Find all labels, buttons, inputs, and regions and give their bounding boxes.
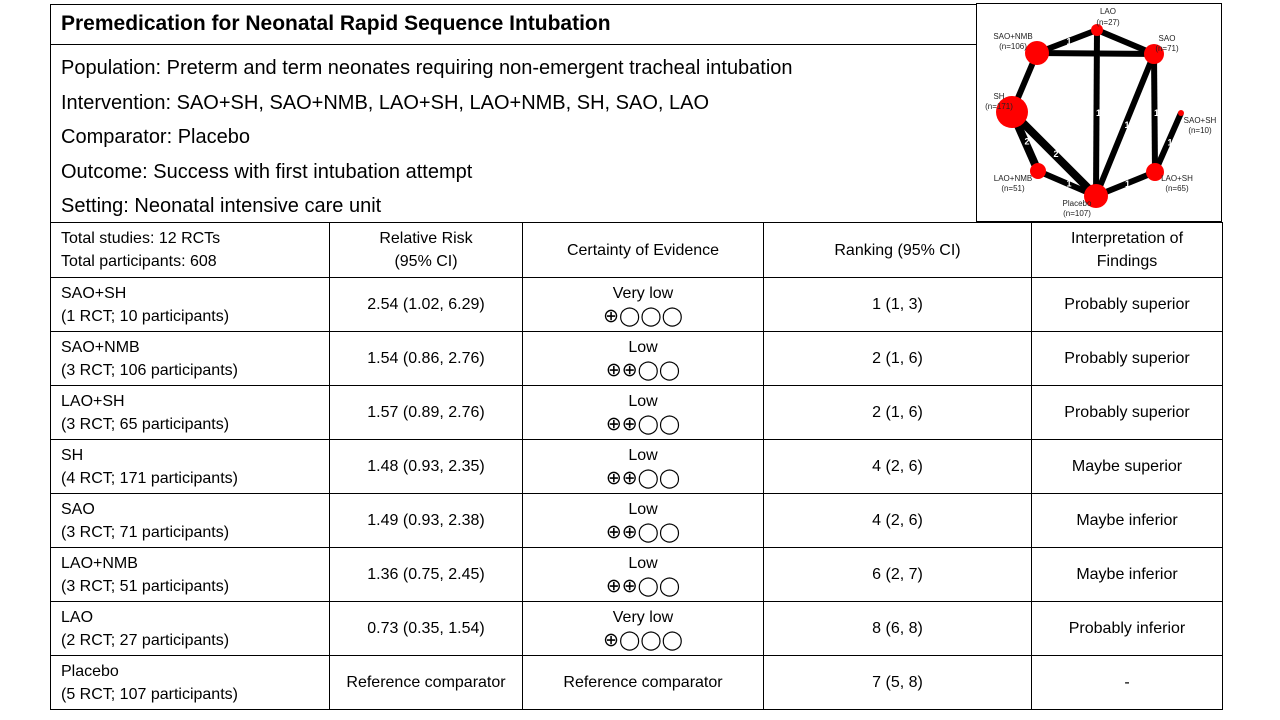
- certainty-label: Low: [628, 554, 658, 572]
- network-edge-label: 1: [1066, 36, 1072, 47]
- table-header-row: [51, 223, 1223, 278]
- network-node-label: SH: [993, 92, 1005, 101]
- network-node-label: LAO+NMB: [993, 174, 1033, 183]
- treatment-name: LAO+NMB: [61, 554, 138, 572]
- certainty-symbols: ⊕⊕◯◯: [605, 467, 681, 489]
- network-node-count: (n=71): [1155, 44, 1179, 53]
- certainty-symbols: ⊕⊕◯◯: [605, 413, 681, 435]
- setting-text: Setting: Neonatal intensive care unit: [61, 195, 382, 217]
- certainty-cell: [523, 602, 764, 656]
- total-participants: Total participants: 608: [61, 253, 217, 270]
- table-row: [51, 656, 1223, 710]
- certainty-cell: [523, 386, 764, 440]
- treatment-cell: [51, 494, 330, 548]
- treatment-detail: (4 RCT; 171 participants): [61, 469, 238, 487]
- table-row: [51, 494, 1223, 548]
- network-edge-label: 1: [1095, 108, 1102, 118]
- header-ranking: Ranking (95% CI): [764, 223, 1032, 278]
- ranking-cell: 2 (1, 6): [764, 332, 1032, 386]
- network-node-count: (n=51): [1001, 184, 1025, 193]
- network-node-label: LAO+SH: [1161, 174, 1193, 183]
- ranking-cell: 4 (2, 6): [764, 494, 1032, 548]
- certainty-symbols: ⊕◯◯◯: [603, 629, 683, 651]
- header-relative-risk: [330, 223, 523, 278]
- results-table: [50, 222, 1223, 710]
- intervention-text: Intervention: SAO+SH, SAO+NMB, LAO+SH, LAO+NMB, SH, SAO, LAO: [61, 92, 710, 114]
- treatment-detail: (3 RCT; 51 participants): [61, 577, 230, 595]
- certainty-label: Low: [628, 446, 658, 464]
- treatment-name: LAO: [61, 608, 94, 626]
- header-rr-line1: Relative Risk: [379, 230, 473, 247]
- network-node-count: (n=27): [1096, 18, 1120, 27]
- header-interp-line1: Interpretation of: [1070, 230, 1184, 247]
- ranking-cell: 2 (1, 6): [764, 386, 1032, 440]
- ranking-cell: 1 (1, 3): [764, 278, 1032, 332]
- outcome-text: Outcome: Success with first intubation attempt: [61, 161, 473, 183]
- treatment-detail: (3 RCT; 65 participants): [61, 415, 230, 433]
- treatment-cell: [51, 278, 330, 332]
- certainty-label: Low: [628, 338, 658, 356]
- certainty-cell: [523, 440, 764, 494]
- certainty-cell: [523, 332, 764, 386]
- network-edge-label: 2: [1024, 136, 1030, 147]
- table-row: [51, 278, 1223, 332]
- table-row: [51, 332, 1223, 386]
- certainty-symbols: ⊕◯◯◯: [603, 305, 683, 327]
- interpretation-cell: Maybe inferior: [1032, 494, 1223, 548]
- ranking-cell: 6 (2, 7): [764, 548, 1032, 602]
- table-row: [51, 440, 1223, 494]
- header-certainty: Certainty of Evidence: [523, 223, 764, 278]
- relative-risk-cell: 1.54 (0.86, 2.76): [330, 332, 523, 386]
- header-interpretation: [1032, 223, 1223, 278]
- treatment-cell: [51, 602, 330, 656]
- treatment-detail: (3 RCT; 106 participants): [61, 361, 238, 379]
- treatment-cell: [51, 656, 330, 710]
- treatment-detail: (1 RCT; 10 participants): [61, 307, 230, 325]
- network-node-count: (n=107): [1063, 209, 1091, 218]
- relative-risk-cell: Reference comparator: [330, 656, 523, 710]
- table-row: [51, 548, 1223, 602]
- header-rr-line2: (95% CI): [394, 253, 458, 270]
- treatment-cell: [51, 386, 330, 440]
- ranking-cell: 7 (5, 8): [764, 656, 1032, 710]
- relative-risk-cell: 2.54 (1.02, 6.29): [330, 278, 523, 332]
- title-divider: [51, 44, 978, 45]
- interpretation-cell: Probably inferior: [1032, 602, 1223, 656]
- interpretation-cell: Probably superior: [1032, 386, 1223, 440]
- table-row: [51, 386, 1223, 440]
- network-edge-label: 2: [1053, 149, 1059, 159]
- network-edge-label: 1: [1124, 179, 1131, 189]
- total-studies: Total studies: 12 RCTs: [61, 230, 221, 247]
- network-node-label: SAO+NMB: [993, 32, 1033, 41]
- relative-risk-cell: 1.48 (0.93, 2.35): [330, 440, 523, 494]
- treatment-detail: (5 RCT; 107 participants): [61, 685, 238, 703]
- network-node-label: LAO: [1099, 7, 1117, 16]
- treatment-name: SAO+NMB: [61, 338, 140, 356]
- ranking-cell: 8 (6, 8): [764, 602, 1032, 656]
- treatment-name: SAO: [61, 500, 95, 518]
- network-node: [1025, 41, 1049, 65]
- certainty-cell: [523, 494, 764, 548]
- network-edge-label: 1: [1124, 120, 1130, 130]
- network-edge-label: 1: [1153, 108, 1160, 118]
- interpretation-cell: Probably superior: [1032, 278, 1223, 332]
- treatment-name: SH: [61, 446, 84, 464]
- certainty-label: Very low: [612, 284, 674, 302]
- network-graph: [977, 4, 1221, 221]
- comparator-text: Comparator: Placebo: [61, 126, 250, 148]
- treatment-cell: [51, 332, 330, 386]
- population-text: Population: Preterm and term neonates requiring non-emergent tracheal intubation: [61, 57, 793, 79]
- ranking-cell: 4 (2, 6): [764, 440, 1032, 494]
- network-diagram: [976, 3, 1222, 222]
- network-node-label: Placebo: [1062, 199, 1092, 208]
- network-node-count: (n=171): [985, 102, 1013, 111]
- page-title: Premedication for Neonatal Rapid Sequence Intubation: [61, 12, 611, 35]
- certainty-symbols: ⊕⊕◯◯: [605, 575, 681, 597]
- header-interp-line2: Findings: [1096, 253, 1158, 270]
- network-node: [1030, 163, 1046, 179]
- certainty-cell: [523, 278, 764, 332]
- network-node-label: SAO: [1158, 34, 1176, 43]
- network-node-count: (n=106): [999, 42, 1027, 51]
- certainty-label: Low: [628, 392, 658, 410]
- certainty-label: Very low: [612, 608, 674, 626]
- treatment-cell: [51, 440, 330, 494]
- network-node-label: SAO+SH: [1183, 116, 1217, 125]
- network-node-count: (n=10): [1188, 126, 1212, 135]
- network-node-count: (n=65): [1165, 184, 1189, 193]
- certainty-symbols: ⊕⊕◯◯: [605, 521, 681, 543]
- relative-risk-cell: 0.73 (0.35, 1.54): [330, 602, 523, 656]
- interpretation-cell: Probably superior: [1032, 332, 1223, 386]
- certainty-symbols: ⊕⊕◯◯: [605, 359, 681, 381]
- table-row: [51, 602, 1223, 656]
- treatment-cell: [51, 548, 330, 602]
- interpretation-cell: Maybe superior: [1032, 440, 1223, 494]
- certainty-cell: [523, 548, 764, 602]
- relative-risk-cell: 1.49 (0.93, 2.38): [330, 494, 523, 548]
- treatment-name: Placebo: [61, 662, 119, 680]
- network-edge-label: 1: [1066, 178, 1072, 189]
- treatment-detail: (3 RCT; 71 participants): [61, 523, 230, 541]
- treatment-detail: (2 RCT; 27 participants): [61, 631, 230, 649]
- treatment-name: LAO+SH: [61, 392, 125, 410]
- interpretation-cell: -: [1032, 656, 1223, 710]
- certainty-cell: Reference comparator: [523, 656, 764, 710]
- relative-risk-cell: 1.57 (0.89, 2.76): [330, 386, 523, 440]
- header-totals: [51, 223, 330, 278]
- certainty-label: Low: [628, 500, 658, 518]
- network-edge-label: 1: [1167, 137, 1173, 148]
- interpretation-cell: Maybe inferior: [1032, 548, 1223, 602]
- treatment-name: SAO+SH: [61, 284, 127, 302]
- relative-risk-cell: 1.36 (0.75, 2.45): [330, 548, 523, 602]
